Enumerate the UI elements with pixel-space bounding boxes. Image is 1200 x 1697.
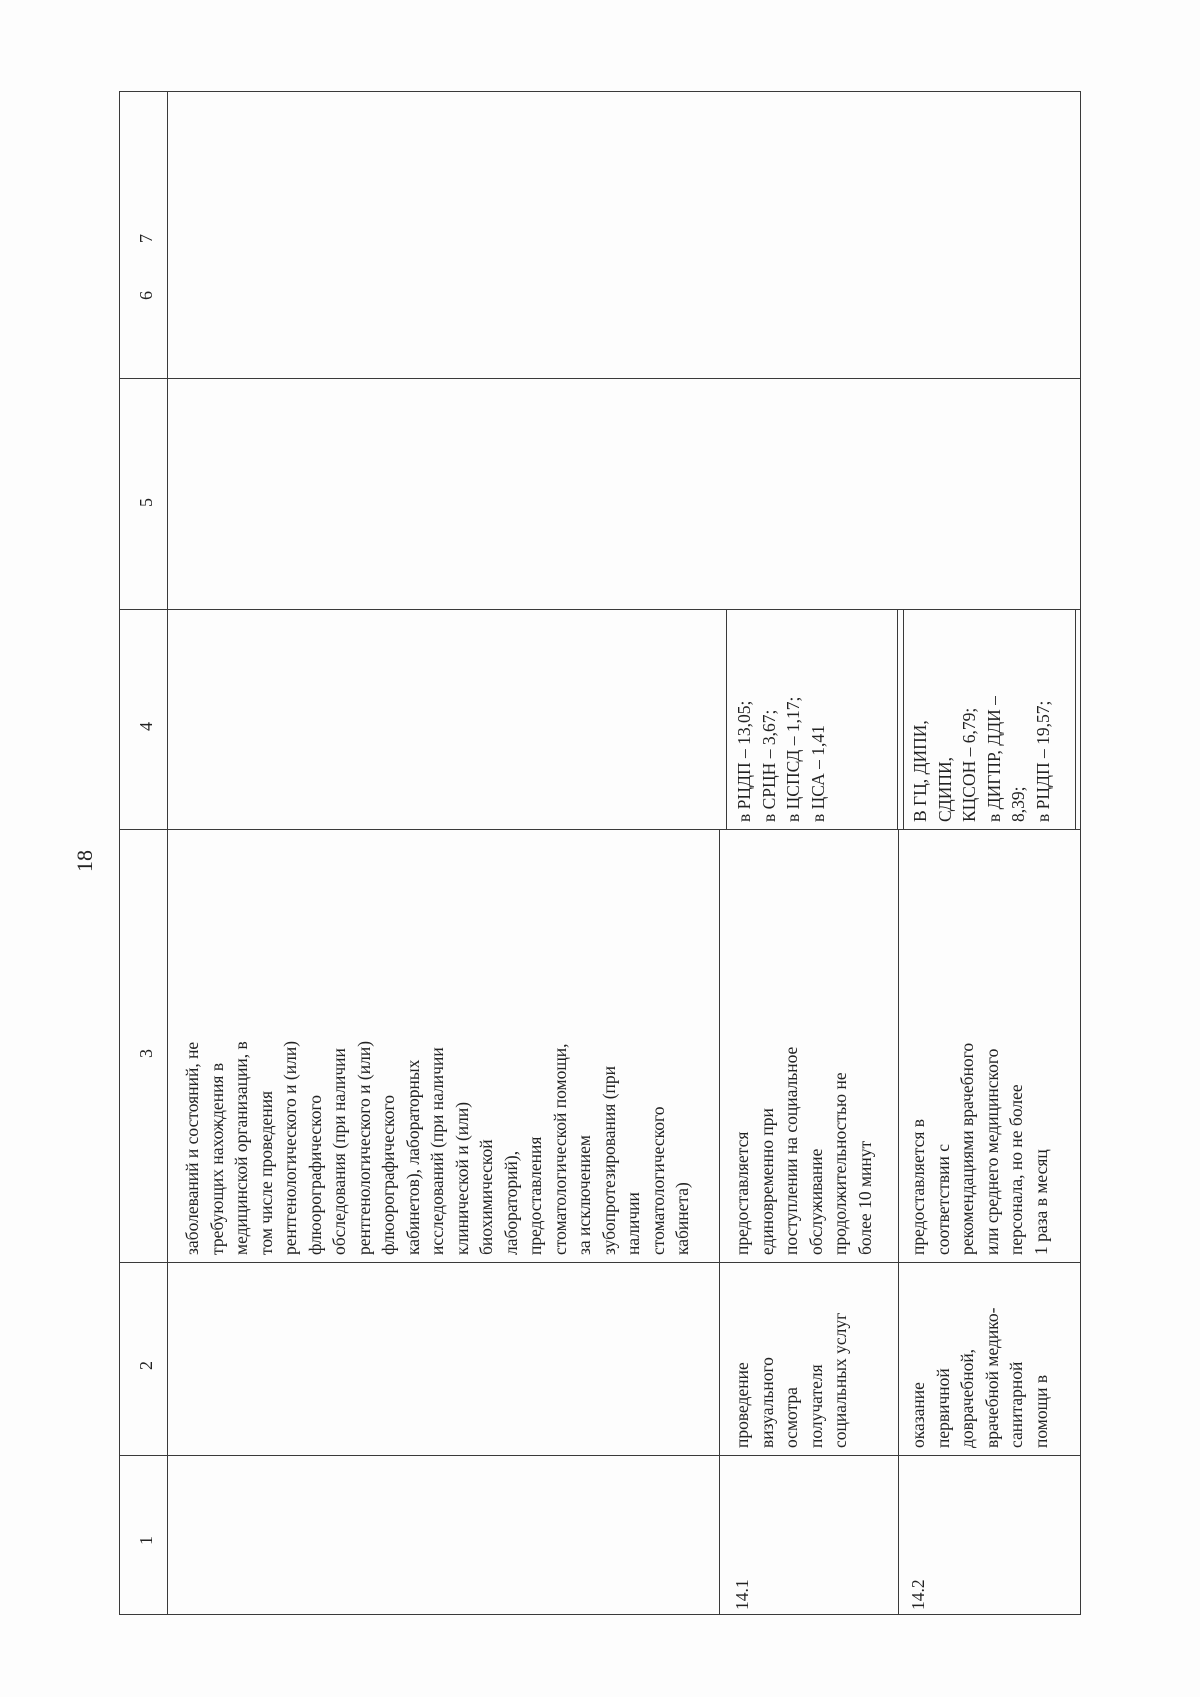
col-number-2: 2 (136, 1361, 156, 1370)
col-number-1: 1 (136, 1536, 156, 1545)
row1-number: 14.1 (732, 1579, 752, 1610)
row1-description: предоставляется единовременно при поступлении на социальное обслуживание продолжительностью не более 10 минут (732, 1046, 875, 1255)
page-number: 18 (72, 850, 97, 872)
row1-col5: в РЦДП – 13,05; в СРЦН – 3,67; в ЦСПСД – 1,17; в ЦСА – 1,41 (734, 696, 828, 822)
row2-number: 14.2 (908, 1579, 928, 1610)
row2-col5: В ГЦ, ДИПИ, СДИПИ, КЦСОН – 6,79; в ДИГПР, ДДИ – 8,39; в РЦДП – 19,57; (910, 696, 1053, 822)
row2-description: предоставляется в соответствии с рекомендациями врачебного или среднего медицинского персонала, но не более 1 раза в месяц (908, 1042, 1051, 1255)
col-number-6: 6 (136, 291, 156, 300)
col-number-7: 7 (136, 234, 156, 243)
col-number-5: 5 (136, 498, 156, 507)
col-number-3: 3 (136, 1049, 156, 1058)
row0-description: заболеваний и состояний, не требующих нахождения в медицинской организации, в том числе проведения рентгенологического и (или) флюорографического обследования (при наличии рентгенологического и (или) флюорографического кабинетов), лабораторных исследований (при наличии клинической и (или) биохимической лабораторий), предоставления стоматологической помощи, за исключением зубопротезирования (при наличии стоматологического кабинета) (182, 1040, 692, 1255)
row2-service: оказание первичной доврачебной, врачебной медико- санитарной помощи в (908, 1307, 1051, 1448)
col-number-4: 4 (136, 722, 156, 731)
row1-service: проведение визуального осмотра получателя социальных услуг (732, 1312, 850, 1448)
